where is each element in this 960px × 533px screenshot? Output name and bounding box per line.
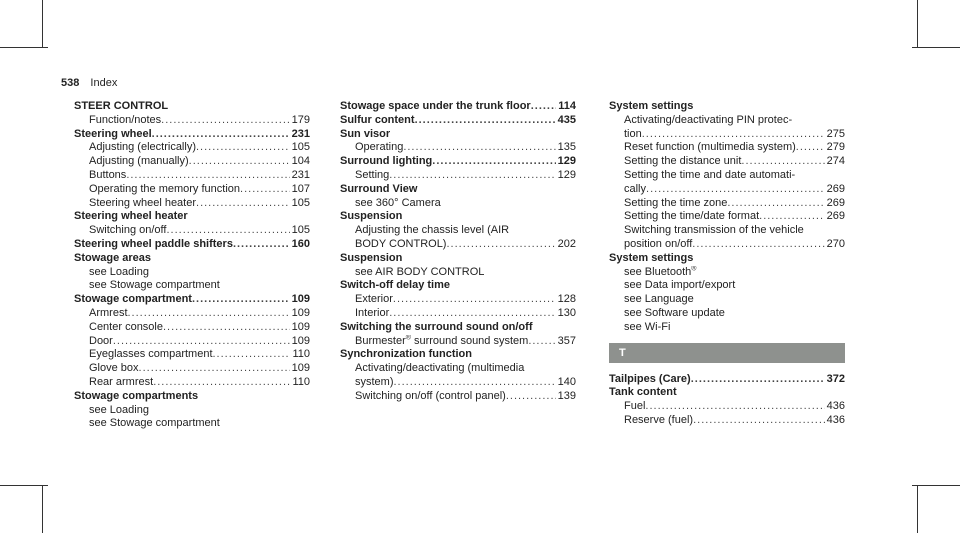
dot-leader: [693, 414, 825, 428]
dot-leader: [126, 169, 289, 183]
dot-leader: [796, 141, 825, 155]
entry-text: Steering wheel heater: [89, 196, 197, 209]
dot-leader: [415, 114, 556, 128]
crop-mark: [912, 47, 960, 48]
index-subentry: [340, 266, 576, 280]
page-reference[interactable]: 105: [291, 224, 310, 237]
entry-text: BODY CONTROL): [355, 237, 447, 250]
section-letter-header: T: [609, 343, 845, 363]
crop-mark: [42, 485, 43, 533]
index-subentry[interactable]: [74, 155, 310, 169]
index-heading: [340, 183, 576, 197]
crop-mark: [0, 485, 48, 486]
index-subentry[interactable]: [74, 348, 310, 362]
index-heading: [74, 390, 310, 404]
dot-leader: [642, 128, 825, 142]
entry-text: Armrest: [89, 306, 128, 319]
index-subentry[interactable]: [74, 141, 310, 155]
page-reference[interactable]: 436: [826, 413, 845, 426]
index-subentry: [609, 279, 845, 293]
index-subentry[interactable]: [340, 141, 576, 155]
crop-mark: [917, 485, 918, 533]
index-heading: [609, 252, 845, 266]
entry-text: Suspension: [340, 210, 403, 223]
entry-text: System settings: [609, 251, 694, 264]
index-subentry: [74, 404, 310, 418]
entry-text: Interior: [355, 306, 390, 319]
index-subentry[interactable]: [74, 169, 310, 183]
dot-leader: [646, 183, 825, 197]
dot-leader: [389, 169, 555, 183]
entry-text: see Language: [624, 293, 694, 306]
entry-text: tion: [624, 127, 642, 140]
page-reference[interactable]: 231: [291, 168, 310, 181]
index-heading: [340, 279, 576, 293]
index-heading: [340, 210, 576, 224]
page-reference[interactable]: 110: [292, 375, 310, 388]
page-reference[interactable]: 110: [292, 348, 310, 361]
index-subentry[interactable]: [74, 183, 310, 197]
index-heading: [340, 128, 576, 142]
page-reference[interactable]: 269: [826, 182, 845, 195]
entry-text: Setting the time and date automati-: [624, 168, 796, 181]
page-reference[interactable]: 129: [557, 155, 576, 168]
entry-text: System settings: [609, 100, 694, 112]
dot-leader: [403, 141, 555, 155]
index-subentry[interactable]: [74, 362, 310, 376]
index-subentry[interactable]: [74, 114, 310, 128]
index-subentry[interactable]: [74, 307, 310, 321]
entry-text: Setting the time zone: [624, 196, 728, 209]
entry-text: see Stowage compartment: [89, 279, 220, 292]
entry-text: Exterior: [355, 293, 393, 306]
index-subentry: [609, 307, 845, 321]
page-reference[interactable]: 109: [291, 334, 310, 347]
page-number: 538: [61, 77, 80, 89]
page-reference[interactable]: 140: [557, 375, 576, 388]
index-heading: [609, 386, 845, 400]
entry-text: Switching the surround sound on/off: [340, 320, 533, 333]
entry-text: Setting the distance unit: [624, 155, 742, 168]
index-subentry[interactable]: [74, 376, 310, 390]
entry-text: see Loading: [89, 403, 149, 416]
entry-text: Center console: [89, 320, 163, 333]
dot-leader: [153, 376, 290, 390]
entry-text: Setting the time/date format: [624, 210, 760, 223]
dot-leader: [446, 238, 555, 252]
index-subentry[interactable]: [340, 390, 576, 404]
entry-text: Glove box: [89, 362, 139, 375]
dot-leader: [189, 155, 290, 169]
page-reference[interactable]: 435: [557, 113, 576, 126]
index-heading[interactable]: [340, 155, 576, 169]
dot-leader: [152, 128, 290, 142]
entry-text: Operating: [355, 141, 404, 154]
dot-leader: [759, 210, 825, 224]
dot-leader: [128, 307, 290, 321]
dot-leader: [213, 348, 291, 362]
entry-text: Switching on/off: [89, 224, 167, 237]
page-reference[interactable]: 109: [291, 320, 310, 333]
entry-text: Activating/deactivating PIN protec-: [624, 113, 793, 126]
index-heading[interactable]: [74, 128, 310, 142]
index-heading: [74, 210, 310, 224]
entry-text: Setting: [355, 168, 390, 181]
entry-text: Burmester® surround sound system: [355, 334, 529, 347]
index-subentry[interactable]: [609, 183, 845, 197]
page-reference[interactable]: 105: [291, 141, 310, 154]
index-heading[interactable]: [74, 293, 310, 307]
index-subentry[interactable]: [609, 210, 845, 224]
dot-leader: [139, 362, 290, 376]
page-reference[interactable]: 274: [826, 155, 845, 168]
entry-text: Tailpipes (Care): [609, 372, 691, 385]
dot-leader: [196, 141, 290, 155]
dot-leader: [645, 400, 824, 414]
entry-text: Adjusting the chassis level (AIR: [355, 224, 510, 237]
index-heading: [74, 100, 310, 114]
index-subentry[interactable]: [74, 335, 310, 349]
entry-text: Rear armrest: [89, 375, 154, 388]
page-reference[interactable]: 139: [557, 389, 576, 402]
index-subentry[interactable]: [609, 238, 845, 252]
index-heading[interactable]: [340, 100, 576, 114]
page-reference[interactable]: 105: [291, 196, 310, 209]
entry-text: Stowage compartment: [74, 293, 192, 306]
index-subentry[interactable]: [340, 238, 576, 252]
dot-leader: [113, 335, 290, 349]
index-subentry[interactable]: [340, 169, 576, 183]
entry-text: see Software update: [624, 306, 725, 319]
entry-text: Stowage areas: [74, 251, 152, 264]
index-subentry: [74, 417, 310, 431]
entry-text: Steering wheel heater: [74, 210, 188, 223]
entry-text: Stowage space under the trunk floor: [340, 100, 531, 112]
index-subentry: [609, 293, 845, 307]
page-reference[interactable]: 104: [291, 155, 310, 168]
dot-leader: [192, 293, 290, 307]
index-column-2: [340, 100, 576, 404]
entry-text: Surround View: [340, 182, 418, 195]
index-subentry[interactable]: [609, 414, 845, 428]
entry-text: Surround lighting: [340, 155, 433, 168]
entry-text: Adjusting (manually): [89, 155, 189, 168]
page-reference[interactable]: 275: [826, 127, 845, 140]
page-reference[interactable]: 269: [826, 196, 845, 209]
page-reference[interactable]: 279: [826, 141, 845, 154]
page-reference[interactable]: 135: [557, 141, 576, 154]
page-reference[interactable]: 107: [291, 182, 310, 195]
index-subentry[interactable]: [340, 376, 576, 390]
index-subentry[interactable]: [340, 307, 576, 321]
entry-text: Synchronization function: [340, 348, 472, 361]
entry-text: see AIR BODY CONTROL: [355, 265, 485, 278]
dot-leader: [161, 114, 289, 128]
index-subentry: [340, 224, 576, 238]
page-reference[interactable]: 231: [291, 127, 310, 140]
index-subentry: [609, 169, 845, 183]
entry-text: see Bluetooth®: [624, 265, 697, 278]
index-subentry: [609, 321, 845, 335]
entry-text: see Wi-Fi: [624, 320, 671, 333]
index-column-1: [74, 100, 310, 431]
page-reference[interactable]: 128: [557, 293, 576, 306]
entry-text: Activating/deactivating (multimedia: [355, 362, 525, 375]
entry-text: Reserve (fuel): [624, 413, 694, 426]
index-heading: [340, 252, 576, 266]
index-subentry[interactable]: [340, 293, 576, 307]
entry-text: Switching on/off (control panel): [355, 389, 506, 402]
page-reference[interactable]: 179: [291, 113, 310, 126]
dot-leader: [196, 197, 290, 211]
entry-text: system): [355, 375, 394, 388]
page-reference[interactable]: 129: [557, 168, 576, 181]
dot-leader: [393, 293, 556, 307]
dot-leader: [727, 197, 824, 211]
entry-text: Operating the memory function: [89, 182, 241, 195]
entry-text: see Data import/export: [624, 279, 736, 292]
entry-text: Stowage compartments: [74, 389, 199, 402]
entry-text: position on/off: [624, 237, 693, 250]
index-subentry[interactable]: [609, 141, 845, 155]
entry-text: Buttons: [89, 168, 127, 181]
dot-leader: [240, 183, 290, 197]
entry-text: see 360° Camera: [355, 196, 441, 209]
page-reference[interactable]: 372: [826, 372, 845, 385]
entry-text: Reset function (multimedia system): [624, 141, 796, 154]
entry-text: Door: [89, 334, 113, 347]
entry-text: Sun visor: [340, 127, 391, 140]
page-title: Index: [90, 77, 118, 89]
entry-text: Tank content: [609, 386, 677, 399]
page-reference[interactable]: 270: [826, 237, 845, 250]
page-reference[interactable]: 357: [557, 334, 576, 347]
index-heading: [340, 321, 576, 335]
page-reference[interactable]: 130: [557, 306, 576, 319]
dot-leader: [691, 373, 825, 387]
index-subentry: [609, 114, 845, 128]
entry-text: cally: [624, 182, 647, 195]
page-reference[interactable]: 202: [557, 237, 576, 250]
index-heading: [74, 252, 310, 266]
index-subentry: [74, 266, 310, 280]
index-subentry: [340, 362, 576, 376]
page-reference[interactable]: 160: [291, 237, 310, 250]
index-subentry: [609, 224, 845, 238]
dot-leader: [528, 335, 555, 349]
dot-leader: [233, 238, 290, 252]
index-heading[interactable]: [340, 114, 576, 128]
page-reference[interactable]: 109: [291, 293, 310, 306]
crop-mark: [912, 485, 960, 486]
page-reference[interactable]: 109: [291, 306, 310, 319]
index-subentry[interactable]: [609, 155, 845, 169]
entry-text: Steering wheel: [74, 127, 152, 140]
crop-mark: [917, 0, 918, 48]
entry-text: Switching transmission of the vehicle: [624, 224, 804, 237]
dot-leader: [506, 390, 556, 404]
entry-text: Steering wheel paddle shifters: [74, 237, 233, 250]
index-subentry[interactable]: [74, 321, 310, 335]
page-reference[interactable]: 114: [558, 100, 576, 112]
crop-mark: [0, 47, 48, 48]
dot-leader: [432, 155, 555, 169]
entry-text: Switch-off delay time: [340, 279, 451, 292]
entry-text: Adjusting (electrically): [89, 141, 196, 154]
page-header: [61, 77, 117, 89]
index-heading[interactable]: [609, 373, 845, 387]
dot-leader: [692, 238, 824, 252]
entry-text: see Stowage compartment: [89, 417, 220, 430]
index-subentry: [609, 266, 845, 280]
index-subentry[interactable]: [609, 400, 845, 414]
entry-text: Function/notes: [89, 113, 162, 126]
page-reference[interactable]: 269: [826, 210, 845, 223]
dot-leader: [394, 376, 556, 390]
entry-text: Sulfur content: [340, 113, 415, 126]
index-subentry[interactable]: [74, 224, 310, 238]
dot-leader: [389, 307, 555, 321]
index-subentry: [340, 197, 576, 211]
dot-leader: [163, 321, 290, 335]
crop-mark: [42, 0, 43, 48]
index-heading: [609, 100, 845, 114]
entry-text: Eyeglasses compartment: [89, 348, 213, 361]
dot-leader: [166, 224, 289, 238]
entry-text: STEER CONTROL: [74, 100, 169, 112]
index-subentry[interactable]: [609, 197, 845, 211]
dot-leader: [531, 100, 557, 114]
index-subentry: [74, 279, 310, 293]
index-subentry[interactable]: [340, 335, 576, 349]
page-reference[interactable]: 109: [291, 362, 310, 375]
entry-text: Suspension: [340, 251, 403, 264]
index-subentry[interactable]: [74, 197, 310, 211]
index-column-3: [609, 100, 845, 428]
index-heading: [340, 348, 576, 362]
entry-text: see Loading: [89, 265, 149, 278]
dot-leader: [741, 155, 824, 169]
index-heading[interactable]: [74, 238, 310, 252]
entry-text: Fuel: [624, 400, 646, 413]
page-reference[interactable]: 436: [826, 400, 845, 413]
index-subentry[interactable]: [609, 128, 845, 142]
